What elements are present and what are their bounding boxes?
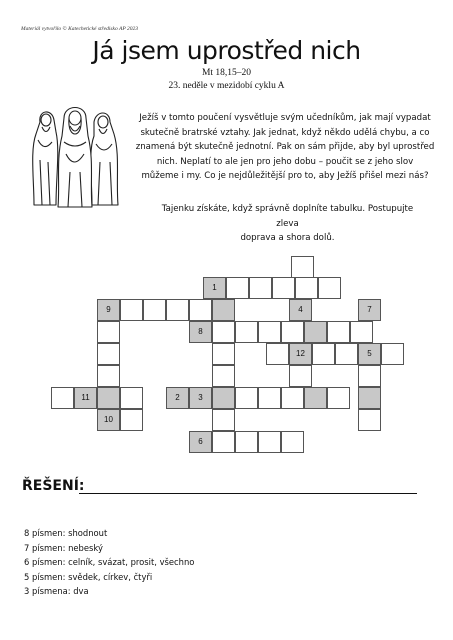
word-hints-list [24,526,194,599]
crossword-cell[interactable] [381,343,404,365]
crossword-cell[interactable] [281,387,304,409]
intro-line: můžeme i my. Co je nejdůležitější pro to, aby Ježíš přišel mezi nás? [141,171,429,182]
crossword-cell[interactable] [97,321,120,343]
crossword-cell[interactable] [120,409,143,431]
solution-label: ŘEŠENÍ: [22,478,85,494]
solution-answer-line[interactable] [79,493,417,494]
crossword-key-cell[interactable] [97,387,120,409]
crossword-cell[interactable] [327,387,350,409]
crossword-cell[interactable] [327,321,350,343]
crossword-cell[interactable] [258,431,281,453]
hint-item: 5 písmen: svědek, církev, čtyři [24,571,153,582]
hint-item: 6 písmen: celník, svázat, prosit, všechno [24,557,195,568]
crossword-cell[interactable] [281,321,304,343]
crossword-cell[interactable] [212,321,235,343]
crossword-number-cell: 3 [189,387,212,409]
crossword-cell[interactable] [120,387,143,409]
crossword-cell[interactable] [258,321,281,343]
crossword-cell[interactable] [235,387,258,409]
crossword-cell[interactable] [295,277,318,299]
crossword-number-cell: 11 [74,387,97,409]
crossword-cell[interactable] [166,299,189,321]
crossword-cell[interactable] [212,365,235,387]
crossword-cell[interactable] [289,365,312,387]
crossword-cell[interactable] [358,409,381,431]
hint-item: 7 písmen: nebeský [24,542,103,553]
crossword-number-cell: 10 [97,409,120,431]
crossword-cell[interactable] [226,277,249,299]
credit-line: Materiál vytvořilo © Katechetické středisko AP 2023 [21,26,139,32]
hint-item: 8 písmen: shodnout [24,528,108,538]
crossword-cell[interactable] [97,365,120,387]
page-title: Já jsem uprostřed nich [92,36,361,65]
instruction-line: doprava a shora dolů. [240,233,335,244]
bible-reference: Mt 18,15–20 [201,68,252,78]
crossword-cell[interactable] [212,409,235,431]
intro-line: Ježíš v tomto poučení vysvětluje svým učedníkům, jak mají vypadat [139,113,431,123]
crossword-number-cell: 12 [289,343,312,365]
crossword-number-cell: 4 [289,299,312,321]
crossword-cell[interactable] [235,321,258,343]
crossword-cell[interactable] [258,387,281,409]
intro-line: znamená být skutečně jednotní. Pak on sám přijde, aby byl uprostřed [135,142,435,153]
crossword-number-cell: 8 [189,321,212,343]
crossword-number-cell: 2 [166,387,189,409]
instruction-line: Tajenku získáte, když správně doplníte tabulku. Postupujte zleva [161,204,414,229]
hint-item: 3 písmena: dva [24,586,89,597]
crossword-number-cell: 7 [358,299,381,321]
crossword-cell[interactable] [272,277,295,299]
crossword-cell[interactable] [51,387,74,409]
crossword-cell[interactable] [350,321,373,343]
crossword-cell[interactable] [249,277,272,299]
intro-line: nich. Neplatí to ale jen pro jeho dobu – poučit se z jeho slov [156,156,414,167]
crossword-cell[interactable] [266,343,289,365]
intro-line: skutečně bratrské vztahy. Jak jednat, když někdo udělá chybu, a co [140,127,430,138]
crossword-cell[interactable] [97,343,120,365]
crossword-cell[interactable] [312,343,335,365]
crossword-key-cell[interactable] [304,321,327,343]
crossword-number-cell: 6 [189,431,212,453]
crossword-key-cell[interactable] [304,387,327,409]
crossword-cell[interactable] [335,343,358,365]
crossword-number-cell: 5 [358,343,381,365]
crossword-cell[interactable] [212,343,235,365]
crossword-cell[interactable] [189,299,212,321]
crossword-cell[interactable] [291,256,314,278]
crossword-cell[interactable] [120,299,143,321]
crossword-cell[interactable] [358,365,381,387]
crossword-cell[interactable] [143,299,166,321]
crossword-key-cell[interactable] [212,387,235,409]
crossword-cell[interactable] [235,431,258,453]
crossword-cell[interactable] [212,431,235,453]
crossword-key-cell[interactable] [212,299,235,321]
crossword-number-cell: 1 [203,277,226,299]
crossword-cell[interactable] [281,431,304,453]
crossword-cell[interactable] [318,277,341,299]
crossword-number-cell: 9 [97,299,120,321]
crossword-key-cell[interactable] [358,387,381,409]
liturgical-sunday: 23. neděle v mezidobí cyklu A [168,81,285,91]
